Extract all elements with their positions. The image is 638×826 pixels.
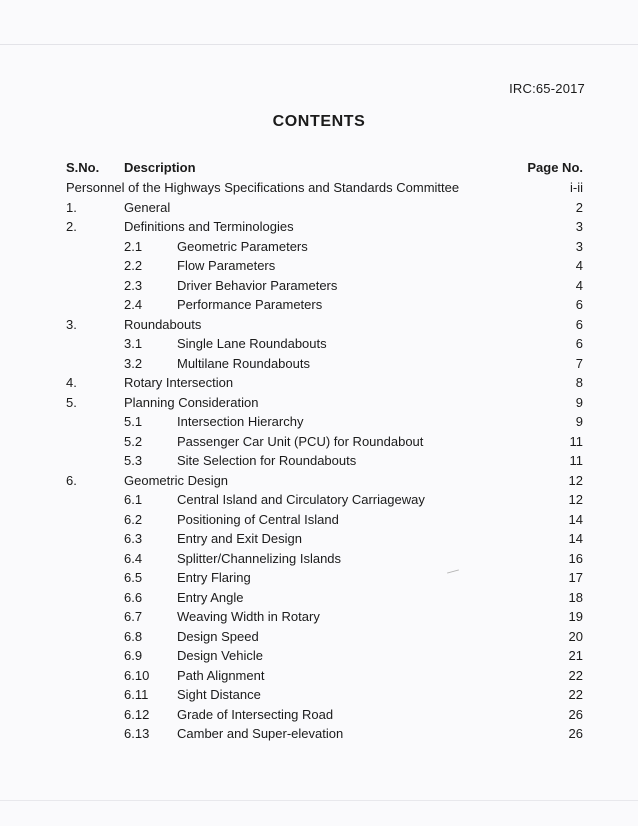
toc-entry-number: 2.4 [124,297,143,312]
toc-row [0,412,638,432]
toc-entry-page: 26 [568,706,583,722]
toc-row [0,451,638,471]
toc-entry-number: 6.2 [124,511,143,527]
toc-entry-page: 14 [568,511,583,527]
toc-entry-page: 3 [575,219,583,234]
toc-row [0,354,638,374]
toc-entry-number: 6.4 [124,550,143,566]
toc-entry-page: 4 [575,277,583,293]
scan-edge-top [0,44,638,45]
toc-header-row [0,158,638,178]
toc-entry-page: 11 [569,453,583,468]
toc-entry-description: Geometric Design [124,472,229,488]
table-of-contents [0,158,638,744]
toc-entry-number: 3. [66,316,77,332]
toc-row [0,315,638,335]
toc-entry-number: 2.3 [124,277,143,293]
toc-row [0,705,638,725]
toc-entry-page: 6 [575,297,583,312]
toc-entry-number: 6.5 [124,570,143,585]
toc-entry-description: Design Speed [177,628,259,644]
toc-row [0,295,638,315]
toc-entry-number: 6.8 [124,628,143,644]
toc-row [0,724,638,744]
toc-entry-page: 20 [568,628,583,644]
toc-entry-description: Site Selection for Roundabouts [177,453,357,468]
toc-entry-description: Entry Flaring [177,570,251,585]
toc-entry-page: 21 [568,648,583,663]
header-description: Description [124,160,196,175]
toc-entry-number: 2. [66,219,77,234]
toc-entry-description: Driver Behavior Parameters [177,277,338,293]
toc-row [0,627,638,647]
toc-entry-page: 19 [568,609,583,624]
toc-entry-number: 6.6 [124,589,143,605]
toc-entry-description: Geometric Parameters [177,238,308,254]
toc-entry-page: 4 [575,258,583,273]
toc-row [0,666,638,686]
toc-entry-description: Entry and Exit Design [177,531,303,546]
toc-entry-page: 26 [568,726,583,741]
toc-entry-description: Multilane Roundabouts [177,355,310,371]
toc-entry-description: Flow Parameters [177,258,276,273]
toc-entry-page: 6 [575,336,583,351]
toc-row [0,607,638,627]
toc-entry-description: Planning Consideration [124,394,259,410]
toc-row [0,471,638,491]
toc-entry-page: 9 [575,414,583,429]
toc-entry-number: 5.2 [124,433,143,449]
toc-row [0,256,638,276]
toc-entry-description: Splitter/Channelizing Islands [177,550,342,566]
toc-entry-page: 9 [575,394,583,410]
toc-entry-description: Single Lane Roundabouts [177,336,327,351]
toc-row [0,217,638,237]
toc-entry-description: Personnel of the Highways Specifications and Standards Committee [66,180,460,195]
toc-entry-page: 22 [568,687,583,702]
toc-row [0,276,638,296]
toc-entry-description: Rotary Intersection [124,375,234,390]
toc-entry-number: 5.3 [124,453,143,468]
toc-entry-number: 6.1 [124,492,143,507]
toc-entry-description: Intersection Hierarchy [177,414,304,429]
toc-row [0,393,638,413]
toc-row [0,237,638,257]
toc-entry-number: 2.1 [124,238,143,254]
toc-entry-page: 6 [575,316,583,332]
toc-row [0,588,638,608]
toc-entry-page: 22 [568,667,583,683]
toc-entry-page: 17 [568,570,583,585]
toc-entry-description: Positioning of Central Island [177,511,339,527]
toc-row [0,510,638,530]
toc-entry-number: 6.9 [124,648,143,663]
page-title: CONTENTS [272,113,366,130]
header-page-no: Page No. [527,160,583,175]
toc-row [0,646,638,666]
header-sno: S.No. [66,160,100,175]
toc-entry-number: 5. [66,394,77,410]
toc-row [0,529,638,549]
toc-row [0,178,638,198]
toc-row [0,334,638,354]
toc-entry-page: 12 [568,492,583,507]
toc-entry-page: 16 [568,550,583,566]
toc-entry-description: Sight Distance [177,687,261,702]
toc-entry-description: Camber and Super-elevation [177,726,344,741]
toc-entry-page: i-ii [570,180,583,195]
toc-entry-number: 6.12 [124,706,150,722]
toc-entry-page: 8 [575,375,583,390]
toc-entry-number: 6.13 [124,726,150,741]
toc-entry-description: Weaving Width in Rotary [177,609,320,624]
toc-entry-page: 7 [575,355,583,371]
toc-row [0,373,638,393]
toc-entry-number: 6.11 [124,687,149,702]
toc-entry-description: Grade of Intersecting Road [177,706,334,722]
toc-entry-description: General [124,199,171,215]
toc-entry-page: 2 [575,199,583,215]
document-code: IRC:65-2017 [509,81,585,96]
toc-row [0,490,638,510]
toc-entry-number: 3.2 [124,355,143,371]
toc-entry-number: 1. [66,199,77,215]
scan-edge-bottom [0,800,638,801]
toc-entry-number: 3.1 [124,336,143,351]
toc-entry-description: Performance Parameters [177,297,323,312]
toc-entry-number: 6.3 [124,531,143,546]
toc-entry-description: Central Island and Circulatory Carriageway [177,492,425,507]
toc-entry-description: Passenger Car Unit (PCU) for Roundabout [177,433,424,449]
toc-entry-description: Design Vehicle [177,648,263,663]
toc-entry-description: Definitions and Terminologies [124,219,294,234]
toc-entry-description: Path Alignment [177,667,265,683]
toc-entry-page: 14 [568,531,583,546]
toc-entry-number: 2.2 [124,258,143,273]
toc-row [0,685,638,705]
toc-entry-number: 4. [66,375,77,390]
toc-row [0,198,638,218]
toc-entry-description: Entry Angle [177,589,244,605]
toc-row [0,432,638,452]
toc-row [0,568,638,588]
toc-entry-page: 12 [568,472,583,488]
toc-entry-page: 3 [575,238,583,254]
toc-entry-description: Roundabouts [124,316,202,332]
toc-row [0,549,638,569]
toc-entry-page: 18 [568,589,583,605]
toc-entry-page: 11 [569,433,583,449]
toc-entry-number: 5.1 [124,414,143,429]
toc-entry-number: 6.7 [124,609,143,624]
toc-entry-number: 6. [66,472,77,488]
toc-entry-number: 6.10 [124,667,150,683]
